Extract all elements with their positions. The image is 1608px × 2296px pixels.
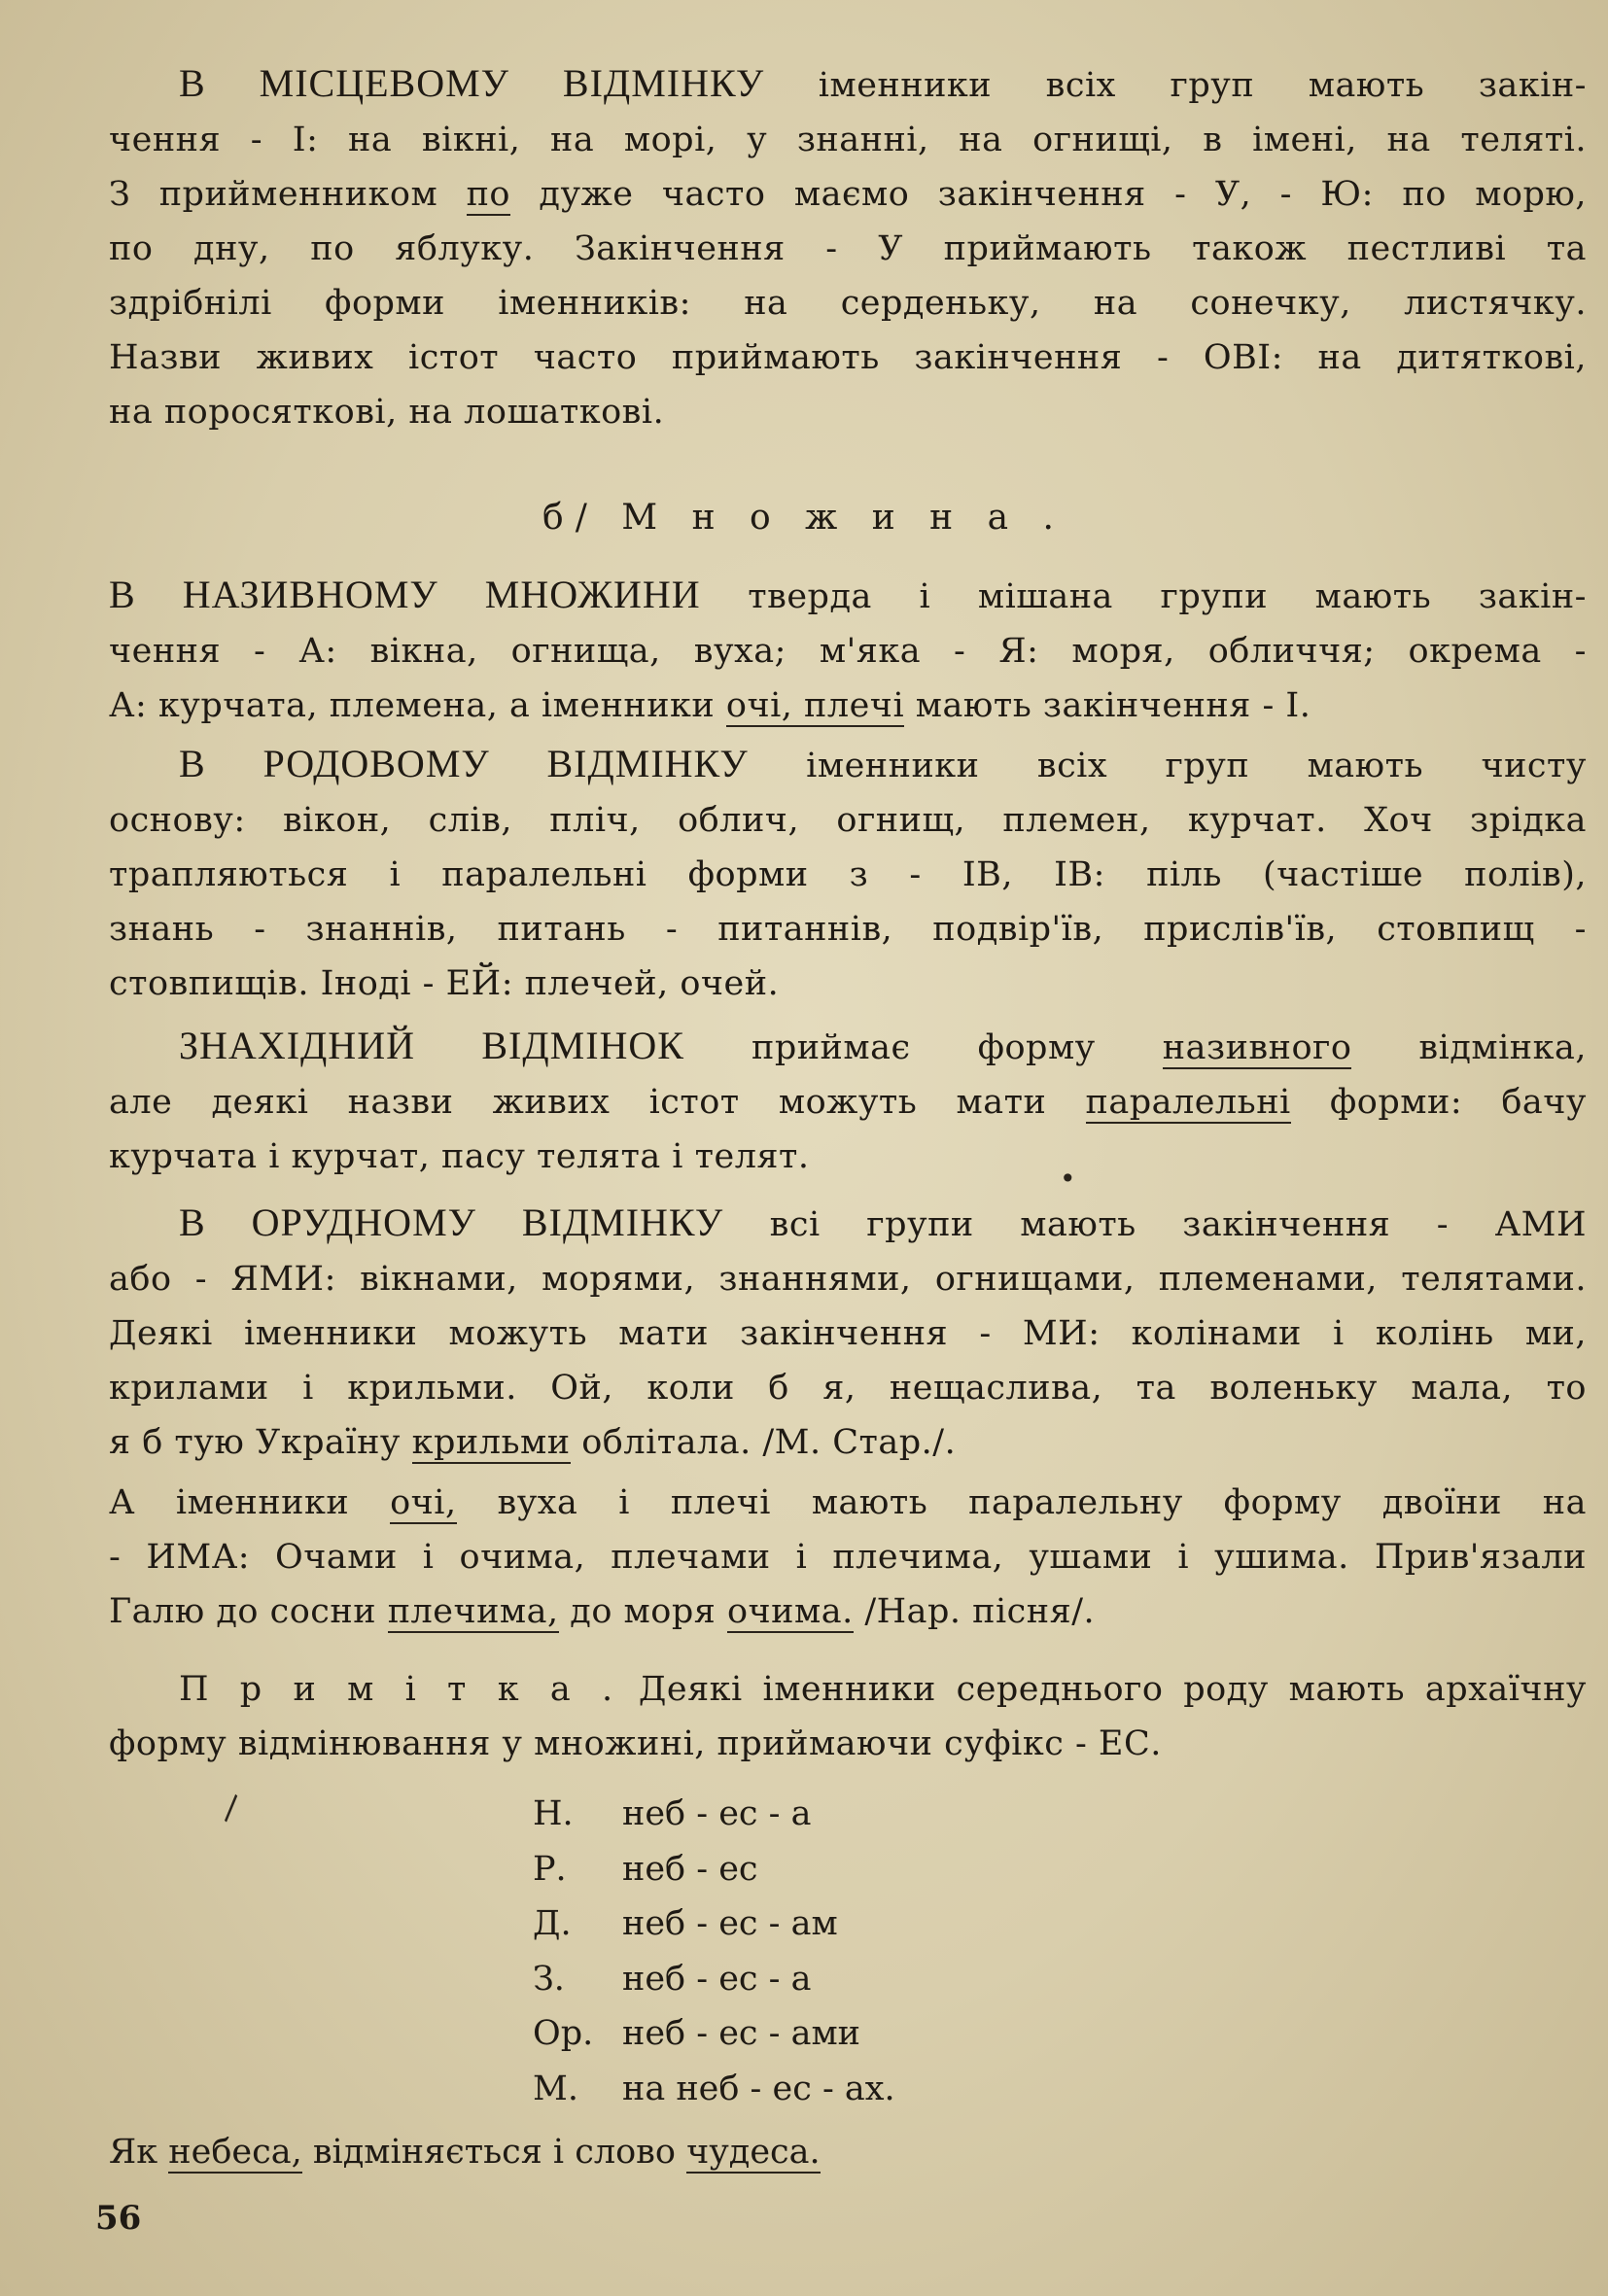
underlined-word: називного — [1162, 1028, 1352, 1067]
section-heading: б/ М н о ж и н а . — [542, 498, 1066, 538]
case-heading: В НАЗИВНОМУ МНОЖИНИ — [109, 573, 701, 616]
text-line: знань - знаннів, питань - питаннів, подвір'їв, прислів'їв, стовпищ - — [109, 910, 1587, 949]
text-line: В РОДОВОМУ ВІДМІНКУ іменники всіх груп мають чисту — [179, 742, 1587, 785]
page-number: 56 — [95, 2199, 142, 2238]
case-form: неб - ес - а — [622, 1959, 812, 1999]
text-line: Деякі іменники можуть мати закінчення - МИ: колінами і колінь ми, — [109, 1314, 1587, 1353]
text-line: основу: вікон, слів, пліч, облич, огнищ, племен, курчат. Хоч зрідка — [109, 801, 1587, 840]
declension-row — [533, 2062, 895, 2117]
declension-row — [533, 1787, 895, 1842]
text-line: крилами і крильми. Ой, коли б я, нещаслива, та воленьку мала, то — [109, 1369, 1587, 1408]
case-form: на неб - ес - ах. — [622, 2069, 895, 2108]
case-abbreviation: Р. — [533, 1849, 567, 1889]
underlined-word: по — [466, 175, 511, 214]
note-label: П р и м і т к а . — [179, 1670, 619, 1709]
text-line: чення - А: вікна, огнища, вуха; м'яка - Я: моря, обличчя; окрема - — [109, 632, 1587, 671]
declension-table — [533, 1787, 895, 2116]
text-line: здрібнілі форми іменників: на серденьку, на сонечку, листячку. — [109, 284, 1587, 323]
text-line: З прийменником по дуже часто маємо закінчення - У, - Ю: по морю, — [109, 175, 1587, 214]
paragraph-nominative — [109, 568, 1587, 733]
text-line: на поросяткові, на лошаткові. — [109, 393, 665, 432]
underlined-word: очі, плечі — [725, 686, 905, 725]
paragraph-locative — [109, 56, 1587, 439]
text-line: В ОРУДНОМУ ВІДМІНКУ всі групи мають закінчення - АМИ — [179, 1200, 1588, 1244]
text-line: я б тую Україну крильми облітала. /М. Стар./. — [109, 1423, 957, 1462]
closing-line: Як небеса, відміняється і слово чудеса. — [109, 2133, 821, 2172]
note-paragraph — [109, 1662, 1587, 1771]
case-form: неб - ес - ам — [622, 1904, 838, 1943]
text-line: або - ЯМИ: вікнами, морями, знаннями, огнищами, племенами, телятами. — [109, 1260, 1587, 1299]
text-line: курчата і курчат, пасу телята і телят. — [109, 1137, 810, 1176]
paragraph-dual — [109, 1476, 1587, 1639]
text-line: чення - І: на вікні, на морі, у знанні, на огнищі, в імені, на теляті. — [109, 121, 1587, 159]
case-form: неб - ес - ами — [622, 2014, 860, 2053]
underlined-word: очима. — [726, 1592, 854, 1631]
case-abbreviation: З. — [533, 1959, 565, 1999]
text-line: П р и м і т к а . Деякі іменники середнього роду мають архаїчну — [179, 1670, 1587, 1709]
case-heading: ЗНАХІДНИЙ ВІДМІНОК — [179, 1024, 684, 1067]
declension-row — [533, 1896, 895, 1952]
declension-row — [533, 1842, 895, 1897]
dot-mark-icon: • — [1060, 1163, 1076, 1195]
case-heading: В ОРУДНОМУ ВІДМІНКУ — [179, 1200, 724, 1244]
text-line: Галю до сосни плечима, до моря очима. /Нар. пісня/. — [109, 1592, 1096, 1631]
text-line: В МІСЦЕВОМУ ВІДМІНКУ іменники всіх груп мають закін- — [179, 61, 1587, 105]
pencil-mark-icon: \ — [214, 1789, 248, 1827]
text-line: - ИМА: Очами і очима, плечами і плечима, ушами і ушима. Прив'язали — [109, 1538, 1587, 1577]
text-line: трапляються і паралельні форми з - ІВ, ІВ: піль (частіше полів), — [109, 855, 1587, 894]
case-abbreviation: М. — [533, 2069, 578, 2108]
text-line: стовпищів. Іноді - ЕЙ: плечей, очей. — [109, 964, 780, 1003]
underlined-word: очі, — [390, 1483, 457, 1522]
text-line: форму відмінювання у множині, приймаючи суфікс - ЕС. — [109, 1724, 1162, 1763]
case-abbreviation: Н. — [533, 1794, 574, 1833]
paragraph-accusative — [109, 1019, 1587, 1184]
text-line: але деякі назви живих істот можуть мати паралельні форми: бачу — [109, 1083, 1587, 1122]
case-heading: В МІСЦЕВОМУ ВІДМІНКУ — [179, 61, 765, 105]
underlined-word: крильми — [411, 1423, 571, 1462]
text-line: Назви живих істот часто приймають закінчення - ОВІ: на дитяткові, — [109, 338, 1587, 377]
case-heading: В РОДОВОМУ ВІДМІНКУ — [179, 742, 749, 785]
text-line: по дну, по яблуку. Закінчення - У приймають також пестливі та — [109, 229, 1587, 268]
declension-row — [533, 1952, 895, 2007]
paragraph-genitive — [109, 737, 1587, 1011]
case-abbreviation: Д. — [533, 1904, 572, 1943]
underlined-word: небеса, — [168, 2133, 302, 2172]
text-line: ЗНАХІДНИЙ ВІДМІНОК приймає форму називного відмінка, — [179, 1024, 1587, 1067]
text-line: В НАЗИВНОМУ МНОЖИНИ тверда і мішана групи мають закін- — [109, 573, 1587, 616]
case-abbreviation: Ор. — [533, 2014, 594, 2053]
underlined-word: чудеса. — [686, 2133, 821, 2172]
case-form: неб - ес - а — [622, 1794, 812, 1833]
paragraph-instrumental — [109, 1196, 1587, 1470]
case-form: неб - ес — [622, 1849, 758, 1889]
declension-row — [533, 2006, 895, 2062]
text-line: А іменники очі, вуха і плечі мають паралельну форму двоїни на — [109, 1483, 1587, 1522]
underlined-word: паралельні — [1085, 1083, 1291, 1122]
text-line: А: курчата, племена, а іменники очі, плечі мають закінчення - І. — [109, 686, 1311, 725]
underlined-word: плечима, — [387, 1592, 559, 1631]
